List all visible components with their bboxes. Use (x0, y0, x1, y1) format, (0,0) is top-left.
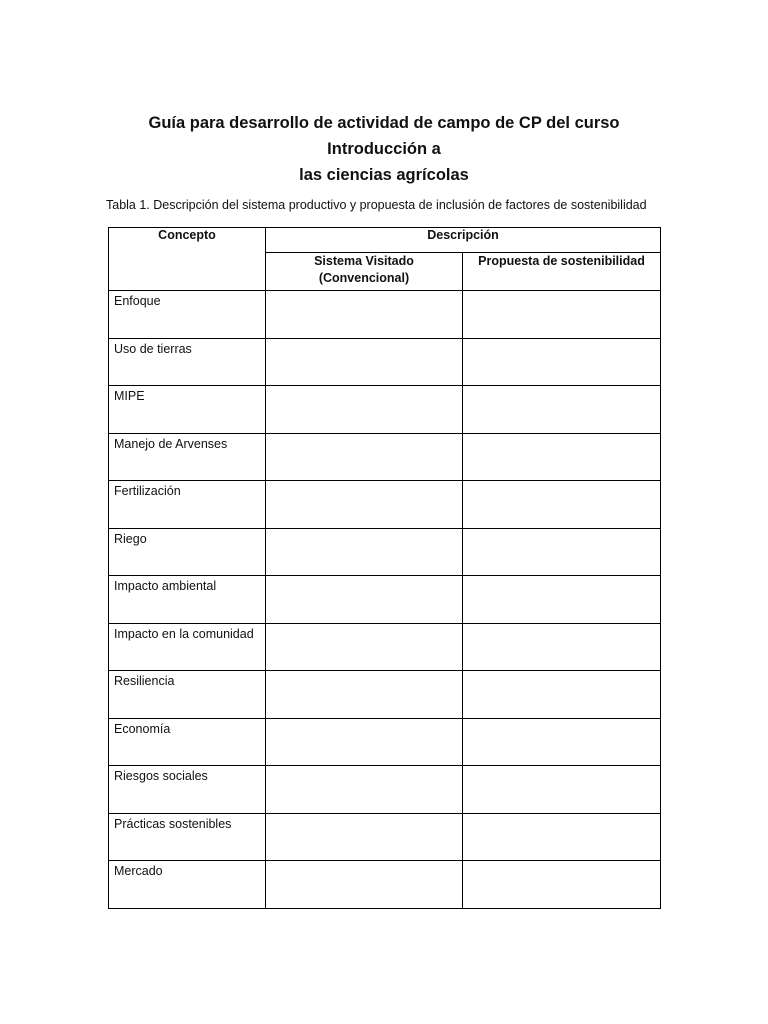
concepto-label: Uso de tierras (114, 341, 192, 356)
table-row (109, 528, 661, 576)
propuesta-cell (463, 576, 661, 624)
concepto-cell (109, 291, 266, 339)
sistema-visitado-cell (266, 338, 463, 386)
sistema-visitado-cell (266, 576, 463, 624)
table-row (109, 481, 661, 529)
sistema-visitado-cell (266, 386, 463, 434)
table-row (109, 433, 661, 481)
sistema-visitado-cell (266, 291, 463, 339)
propuesta-cell (463, 433, 661, 481)
sistema-visitado-cell (266, 528, 463, 576)
concepto-cell (109, 623, 266, 671)
table-row (109, 861, 661, 909)
concepto-cell (109, 528, 266, 576)
concepto-cell (109, 433, 266, 481)
propuesta-cell (463, 386, 661, 434)
propuesta-cell (463, 671, 661, 719)
sistema-visitado-cell (266, 433, 463, 481)
table-row (109, 623, 661, 671)
concepto-label: Enfoque (114, 294, 161, 308)
concepto-cell (109, 718, 266, 766)
propuesta-cell (463, 861, 661, 909)
concepto-label: Manejo de Arvenses (114, 436, 228, 451)
table-row (109, 386, 661, 434)
propuesta-cell (463, 766, 661, 814)
sistema-visitado-cell (266, 623, 463, 671)
concepto-label: Impacto ambiental (114, 579, 217, 593)
concepto-cell (109, 386, 266, 434)
concepto-cell (109, 481, 266, 529)
propuesta-cell (463, 291, 661, 339)
concepto-label: Mercado (114, 864, 163, 878)
header-propuesta: Propuesta de sostenibilidad (463, 253, 661, 291)
concepto-cell (109, 861, 266, 909)
concepto-label: Resiliencia (114, 674, 175, 688)
table-row (109, 813, 661, 861)
propuesta-cell (463, 481, 661, 529)
concepto-label: Riesgos sociales (114, 769, 208, 783)
table-row (109, 718, 661, 766)
concepto-cell (109, 671, 266, 719)
table-header (109, 228, 661, 291)
title-line-1: Guía para desarrollo de actividad de campo de CP del curso Introducción a (148, 114, 620, 158)
sistema-visitado-cell (266, 671, 463, 719)
table-row (109, 671, 661, 719)
concepto-label: Riego (114, 531, 147, 546)
propuesta-cell (463, 718, 661, 766)
header-sistema-line-1: Sistema Visitado (314, 254, 414, 269)
sistema-visitado-cell (266, 718, 463, 766)
header-row-1 (109, 228, 661, 253)
propuesta-cell (463, 623, 661, 671)
header-sistema-visitado (266, 253, 463, 291)
concepto-cell (109, 576, 266, 624)
table-row (109, 766, 661, 814)
concepto-label: Prácticas sostenibles (114, 816, 232, 831)
concepto-label: Fertilización (114, 484, 181, 498)
sistema-visitado-cell (266, 861, 463, 909)
concepto-cell (109, 766, 266, 814)
sustainability-table (108, 227, 661, 909)
table-row (109, 576, 661, 624)
concepto-label: Economía (114, 721, 171, 736)
concepto-label: Impacto en la comunidad (114, 626, 254, 641)
title-line-2: las ciencias agrícolas (299, 166, 469, 184)
document-title (100, 110, 668, 188)
sistema-visitado-cell (266, 481, 463, 529)
concepto-cell (109, 813, 266, 861)
propuesta-cell (463, 813, 661, 861)
sistema-visitado-cell (266, 813, 463, 861)
concepto-cell (109, 338, 266, 386)
table-row (109, 291, 661, 339)
table-caption: Tabla 1. Descripción del sistema productivo y propuesta de inclusión de factores de sostenibilidad (106, 198, 647, 212)
table-body (109, 291, 661, 909)
table-row (109, 338, 661, 386)
header-descripcion: Descripción (266, 228, 661, 253)
header-concepto: Concepto (109, 228, 266, 291)
concepto-label: MIPE (114, 389, 145, 403)
sistema-visitado-cell (266, 766, 463, 814)
propuesta-cell (463, 528, 661, 576)
header-sistema-line-2: (Convencional) (318, 271, 410, 286)
propuesta-cell (463, 338, 661, 386)
